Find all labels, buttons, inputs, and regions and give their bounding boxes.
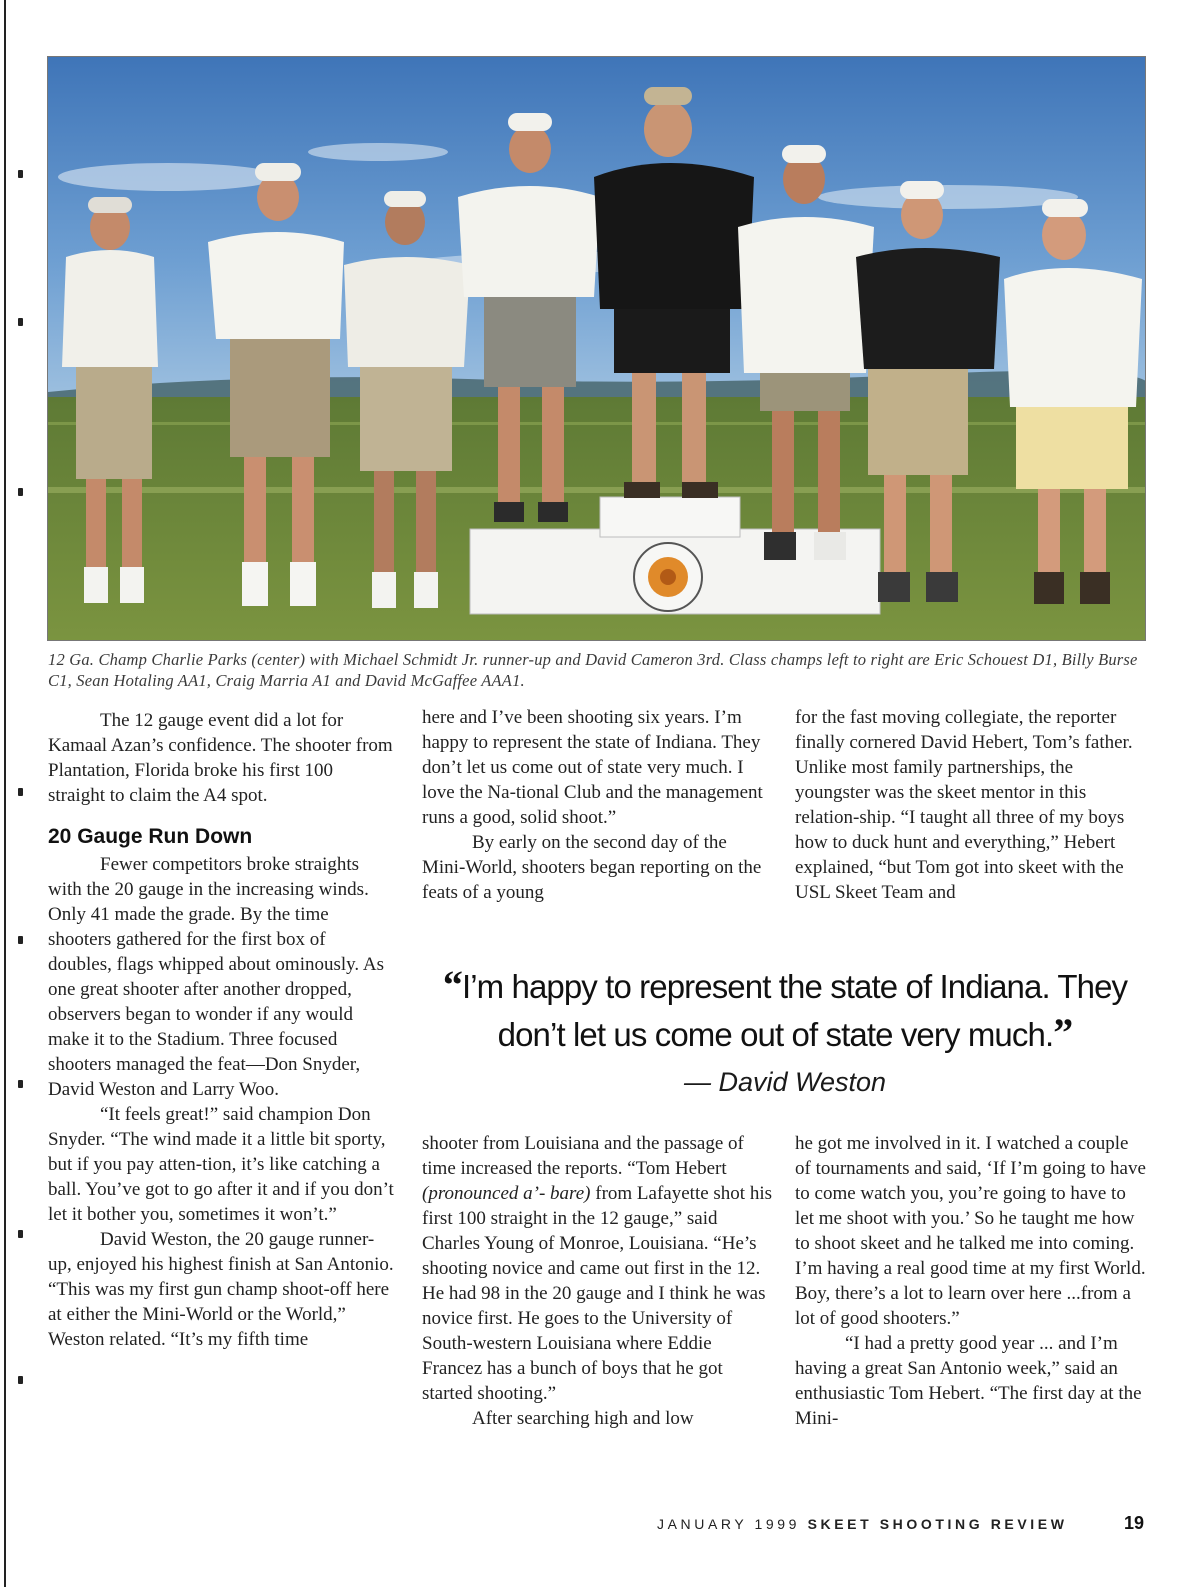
binder-edge bbox=[0, 0, 30, 1587]
pull-quote-close-mark: ” bbox=[1053, 1010, 1073, 1055]
group-photo bbox=[47, 56, 1146, 641]
article-column-3-top bbox=[795, 705, 1147, 905]
article-column-2-top bbox=[422, 705, 772, 905]
paragraph-text: shooter from Louisiana and the passage of time increased the reports. “Tom Hebert bbox=[422, 1133, 744, 1179]
group-photo-illustration bbox=[48, 57, 1146, 641]
paragraph: “It feels great!” said champion Don Snyder. “The wind made it a little bit sporty, but if you pay atten-tion, it’s like catching a ball. You’ve got to go after it and if you don’t let it bother you, sometimes it won’t.” bbox=[48, 1104, 394, 1225]
section-subhead: 20 Gauge Run Down bbox=[48, 825, 253, 848]
paragraph bbox=[422, 1131, 772, 1406]
binder-hole bbox=[18, 936, 23, 944]
binder-hole bbox=[18, 788, 23, 796]
paragraph: for the fast moving collegiate, the reporter finally cornered David Hebert, Tom’s father. Unlike most family partnerships, the youngster was the skeet mentor in this relation-ship. “I taught all three of my boys how to duck hunt and everything,” Hebert explained, “but Tom got into skeet with the USL Skeet Team and bbox=[795, 707, 1133, 903]
article-column-2-bottom bbox=[422, 1131, 772, 1431]
article-column-1 bbox=[48, 708, 394, 1352]
binder-hole bbox=[18, 1376, 23, 1384]
binder-hole bbox=[18, 318, 23, 326]
paragraph-text: from Lafayette shot his first 100 straight in the 12 gauge,” said Charles Young of Monroe, Louisiana. “He’s shooting novice and came out first in the 12. He had 98 in the 20 gauge and I think he was novice first. He goes to the University of South-western Louisiana where Eddie Francez has a bunch of boys that he got started shooting.” bbox=[422, 1183, 773, 1404]
magazine-title: SKEET SHOOTING REVIEW bbox=[807, 1516, 1068, 1532]
article-column-3-bottom bbox=[795, 1131, 1147, 1431]
pull-quote-attribution: — David Weston bbox=[683, 1067, 887, 1097]
issue-date: JANUARY 1999 bbox=[657, 1516, 801, 1532]
paragraph: Fewer competitors broke straights with the 20 gauge in the increasing winds. Only 41 made the grade. By the time shooters gathered for the first box of doubles, flags whipped about ominously. As one great shooter after another dropped, observers began to wonder if any would make it to the Stadium. Three focused shooters managed the feat—Don Snyder, David Weston and Larry Woo. bbox=[48, 854, 384, 1100]
paragraph: “I had a pretty good year ... and I’m having a great San Antonio week,” said an enthusiastic Tom Hebert. “The first day at the Mini- bbox=[795, 1333, 1142, 1429]
paragraph: By early on the second day of the Mini-World, shooters began reporting on the feats of a young bbox=[422, 832, 762, 903]
paragraph: here and I’ve been shooting six years. I’m happy to represent the state of Indiana. They don’t let us come out of state very much. I love the Na-tional Club and the management runs a good, solid shoot.” bbox=[422, 707, 763, 828]
photo-caption: 12 Ga. Champ Charlie Parks (center) with Michael Schmidt Jr. runner-up and David Cameron 3rd. Class champs left to right are Eric Schouest D1, Billy Burse C1, Sean Hotaling AA1, Craig Marria A1 and David McGaffee AAA1. bbox=[48, 650, 1138, 690]
pull-quote bbox=[422, 962, 1148, 1058]
binder-line bbox=[4, 0, 6, 1587]
pronunciation-note: (pronounced a’- bare) bbox=[422, 1183, 591, 1204]
paragraph: David Weston, the 20 gauge runner-up, enjoyed his highest finish at San Antonio. “This was my first gun champ shoot-off here at either the Mini-World or the World,” Weston related. “It’s my fifth time bbox=[48, 1229, 394, 1350]
paragraph: After searching high and low bbox=[472, 1408, 694, 1429]
pull-quote-open-mark: “ bbox=[442, 962, 462, 1007]
paragraph: The 12 gauge event did a lot for Kamaal Azan’s confidence. The shooter from Plantation, Florida broke his first 100 straight to claim the A4 spot. bbox=[48, 710, 393, 806]
pull-quote-text: I’m happy to represent the state of Indiana. They don’t let us come out of state very much. bbox=[461, 968, 1128, 1053]
binder-hole bbox=[18, 1080, 23, 1088]
page-footer bbox=[657, 1516, 1068, 1532]
paragraph: he got me involved in it. I watched a couple of tournaments and said, ‘If I’m going to have to come watch you, you’re going to have to let me shoot with you.’ So he taught me how to shoot skeet and he talked me into coming. I’m having a real good time at my first World. Boy, there’s a lot to learn over here ...from a lot of good shooters.” bbox=[795, 1133, 1146, 1329]
page-number: 19 bbox=[1124, 1513, 1145, 1533]
binder-hole bbox=[18, 170, 23, 178]
binder-hole bbox=[18, 488, 23, 496]
binder-hole bbox=[18, 1230, 23, 1238]
